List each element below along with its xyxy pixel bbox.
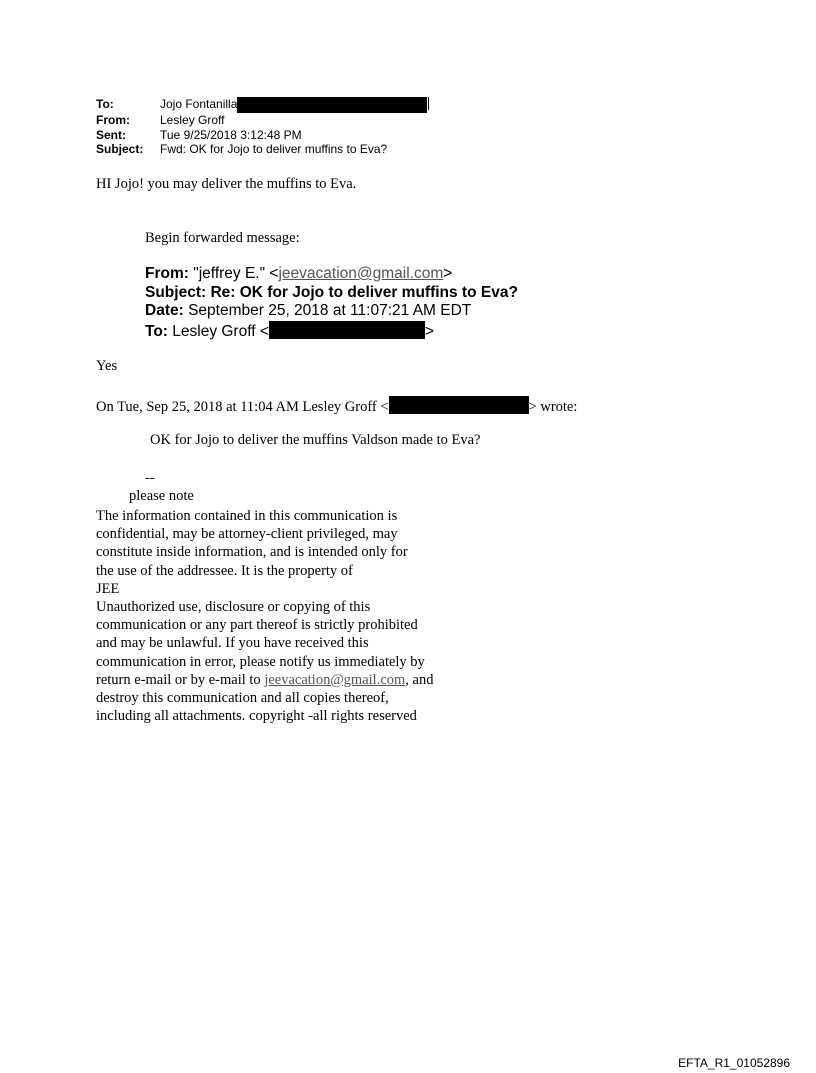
signature-please-note: please note: [129, 488, 194, 504]
to-label: To:: [96, 97, 114, 111]
disclaimer-email-suffix: , and: [405, 671, 434, 688]
disclaimer-line: communication or any part thereof is strictly prohibited: [96, 617, 418, 634]
fwd-from-label: From:: [145, 265, 189, 282]
from-label: From:: [96, 113, 130, 127]
quote-header-prefix: On Tue, Sep 25, 2018 at 11:04 AM Lesley Groff <: [96, 399, 389, 415]
disclaimer-line: the use of the addressee. It is the property of: [96, 562, 353, 579]
from-row: [96, 113, 429, 128]
fwd-from-row: [145, 265, 518, 284]
disclaimer-line: Unauthorized use, disclosure or copying of this: [96, 599, 371, 616]
email-header: [96, 97, 429, 157]
fwd-subject-value: Re: OK for Jojo to deliver muffins to Eva?: [210, 283, 518, 301]
to-row: [96, 97, 429, 113]
from-value: Lesley Groff: [160, 113, 225, 127]
disclaimer-email-link[interactable]: jeevacation@gmail.com: [264, 671, 406, 688]
sent-value: Tue 9/25/2018 3:12:48 PM: [160, 127, 302, 142]
disclaimer-line: and may be unlawful. If you have received this: [96, 635, 369, 652]
subject-row: [96, 142, 429, 157]
redaction-box: [269, 321, 425, 339]
fwd-date-row: [145, 302, 518, 321]
greeting-line: HI Jojo! you may deliver the muffins to Eva.: [96, 176, 357, 192]
disclaimer-line: constitute inside information, and is intended only for: [96, 544, 408, 561]
fwd-to-row: [145, 321, 518, 342]
fwd-subject-row: [145, 284, 518, 303]
disclaimer-email-prefix: return e-mail or by e-mail to: [96, 671, 265, 688]
disclaimer-line: The information contained in this communication is: [96, 508, 398, 524]
disclaimer-line: including all attachments. copyright -all rights reserved: [96, 708, 417, 725]
signature-dashes: --: [145, 470, 155, 486]
fwd-to-close: >: [424, 322, 434, 340]
redaction-box: [389, 396, 529, 414]
quote-header: [96, 396, 577, 416]
fwd-from-close: >: [443, 265, 453, 282]
document-id: EFTA_R1_01052896: [678, 1056, 790, 1070]
disclaimer-line: JEE: [96, 580, 120, 597]
disclaimer-line: destroy this communication and all copies thereof,: [96, 690, 389, 707]
fwd-subject-label: Subject:: [145, 283, 207, 301]
fwd-from-name: "jeffrey E." <: [193, 265, 279, 282]
sent-row: [96, 128, 429, 143]
subject-value: Fwd: OK for Jojo to deliver muffins to Eva?: [160, 142, 388, 156]
fwd-date-value: September 25, 2018 at 11:07:21 AM EDT: [188, 302, 472, 319]
fwd-to-label: To:: [145, 322, 168, 340]
forwarded-headers: [145, 265, 518, 341]
to-value: Jojo Fontanilla: [160, 97, 238, 111]
reply-yes: Yes: [96, 358, 118, 374]
disclaimer: [96, 507, 433, 725]
fwd-date-label: Date:: [145, 302, 184, 319]
sent-label: Sent:: [96, 127, 126, 142]
quote-header-suffix: > wrote:: [528, 399, 578, 415]
redaction-box: [237, 97, 427, 113]
disclaimer-email-line: [96, 671, 433, 689]
disclaimer-line: communication in error, please notify us immediately by: [96, 653, 425, 670]
fwd-to-value: Lesley Groff <: [172, 322, 269, 340]
fwd-from-email-link[interactable]: jeevacation@gmail.com: [278, 265, 444, 282]
forward-intro: Begin forwarded message:: [145, 230, 300, 246]
subject-label: Subject:: [96, 142, 144, 156]
disclaimer-line: confidential, may be attorney-client privileged, may: [96, 526, 398, 543]
quoted-text: OK for Jojo to deliver the muffins Valdson made to Eva?: [150, 432, 481, 448]
redaction-edge: [428, 97, 429, 110]
